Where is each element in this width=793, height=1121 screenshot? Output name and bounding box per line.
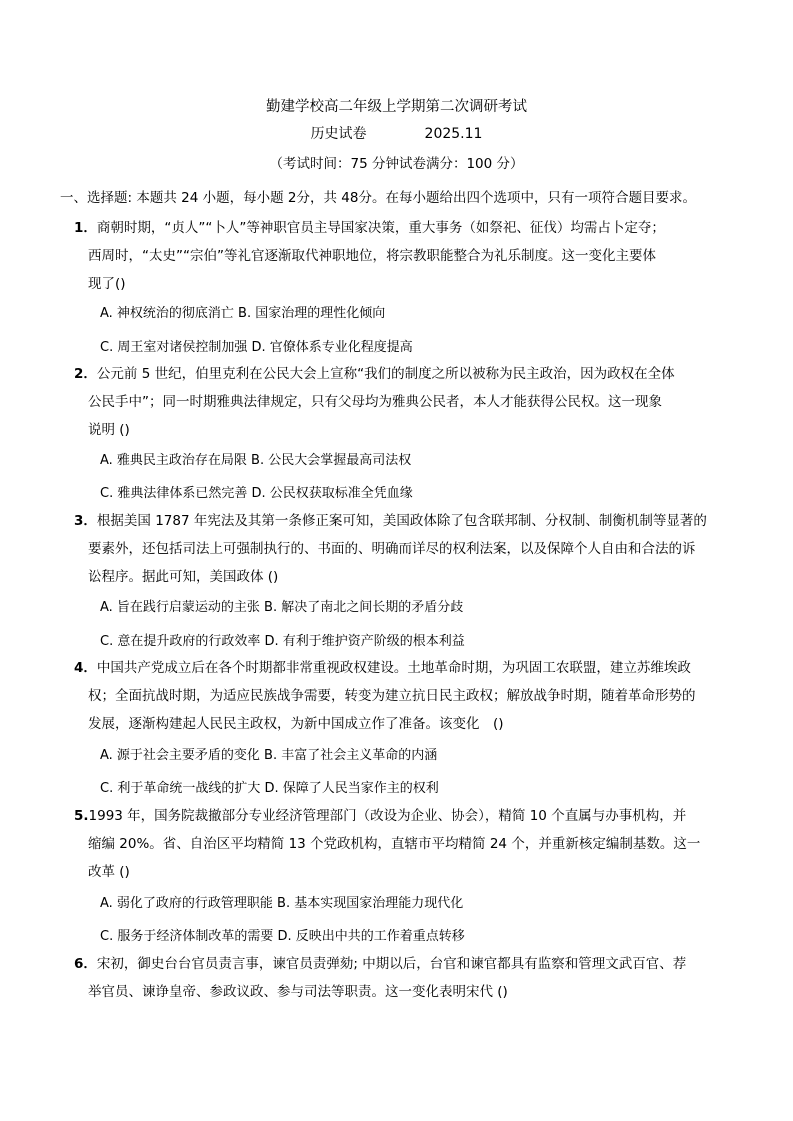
exam-title: 勤建学校高二年级上学期第二次调研考试 [266,99,527,115]
question-2 [74,364,675,384]
question-text: 改革 () [88,864,130,880]
exam-info: （考试时间：75 分钟试卷满分：100 分） [269,156,524,172]
question-4 [74,658,691,678]
question-text: 权；全面抗战时期，为适应民族战争需要，转变为建立抗日民主政权；解放战争时期，随着革命形势的 [88,688,696,704]
answer-options: A. 雅典民主政治存在局限 B. 公民大会掌握最高司法权 [100,453,412,468]
question-text: 说明 () [88,422,130,438]
answer-options: C. 利于革命统一战线的扩大 D. 保障了人民当家作主的权利 [100,781,439,796]
question-text: 举官员、谏诤皇帝、参政议政、参与司法等职责。这一变化表明宋代 () [88,984,508,1000]
question-text: 缩编 20%。省、自治区平均精简 13 个党政机构，直辖市平均精简 24 个，并重新核定编制基数。这一 [88,836,701,852]
question-6 [74,954,686,974]
question-number: 2． [74,366,97,382]
question-5 [74,806,686,826]
question-text: 发展，逐渐构建起人民民主政权，为新中国成立作了准备。该变化 () [88,716,504,732]
answer-options: C. 意在提升政府的行政效率 D. 有利于维护资产阶级的根本利益 [100,634,465,649]
section-instructions: 一、选择题: 本题共 24 小题，每小题 2分，共 48分。在每小题给出四个选项中，只有一项符合题目要求。 [60,190,696,206]
answer-options: C. 雅典法律体系已然完善 D. 公民权获取标准全凭血缘 [100,486,413,501]
question-text: 根据美国 1787 年宪法及其第一条修正案可知，美国政体除了包含联邦制、分权制、制衡机制等显著的 [96,513,707,529]
question-text: 讼程序。据此可知，美国政体 () [88,569,279,585]
subject-line [0,123,793,143]
question-text: 1993 年，国务院裁撤部分专业经济管理部门（改设为企业、协会），精简 10 个直属与办事机构，并 [88,808,687,824]
subject-label: 历史试卷 [310,126,367,142]
question-number: 3． [74,513,97,529]
question-text: 现了() [88,276,126,292]
question-number: 5. [74,808,89,824]
question-text: 宋初，御史台台官员责言事，谏官员责弹劾; 中期以后，台官和谏官都具有监察和管理文武百官、荐 [96,956,687,972]
question-1 [74,218,665,238]
question-number: 4． [74,660,97,676]
answer-options: C. 周王室对诸侯控制加强 D. 官僚体系专业化程度提高 [100,340,413,355]
answer-options: A. 神权统治的彻底消亡 B. 国家治理的理性化倾向 [100,306,386,321]
answer-options: A. 弱化了政府的行政管理职能 B. 基本实现国家治理能力现代化 [100,896,464,911]
question-text: 中国共产党成立后在各个时期都非常重视政权建设。土地革命时期，为巩固工农联盟，建立苏维埃政 [96,660,691,676]
question-text: 公元前 5 世纪，伯里克利在公民大会上宣称“我们的制度之所以被称为民主政治，因为政权在全体 [96,366,675,382]
answer-options: A. 源于社会主要矛盾的变化 B. 丰富了社会主义革命的内涵 [100,748,438,763]
question-text: 公民手中”；同一时期雅典法律规定，只有父母均为雅典公民者，本人才能获得公民权。这一现象 [88,394,662,410]
question-text: 西周时，“太史”“宗伯”等礼官逐渐取代神职地位，将宗教职能整合为礼乐制度。这一变化主要体 [88,248,656,264]
question-text: 要素外，还包括司法上可强制执行的、书面的、明确而详尽的权利法案，以及保障个人自由和合法的诉 [88,541,696,557]
question-number: 6． [74,956,97,972]
question-3 [74,511,707,531]
answer-options: A. 旨在践行启蒙运动的主张 B. 解决了南北之间长期的矛盾分歧 [100,600,464,615]
answer-options: C. 服务于经济体制改革的需要 D. 反映出中共的工作着重点转移 [100,929,465,944]
question-number: 1． [74,220,97,236]
exam-date: 2025.11 [424,126,483,142]
question-text: 商朝时期，“贞人”“卜人”等神职官员主导国家决策，重大事务（如祭祀、征伐）均需占卜定夺； [96,220,665,236]
